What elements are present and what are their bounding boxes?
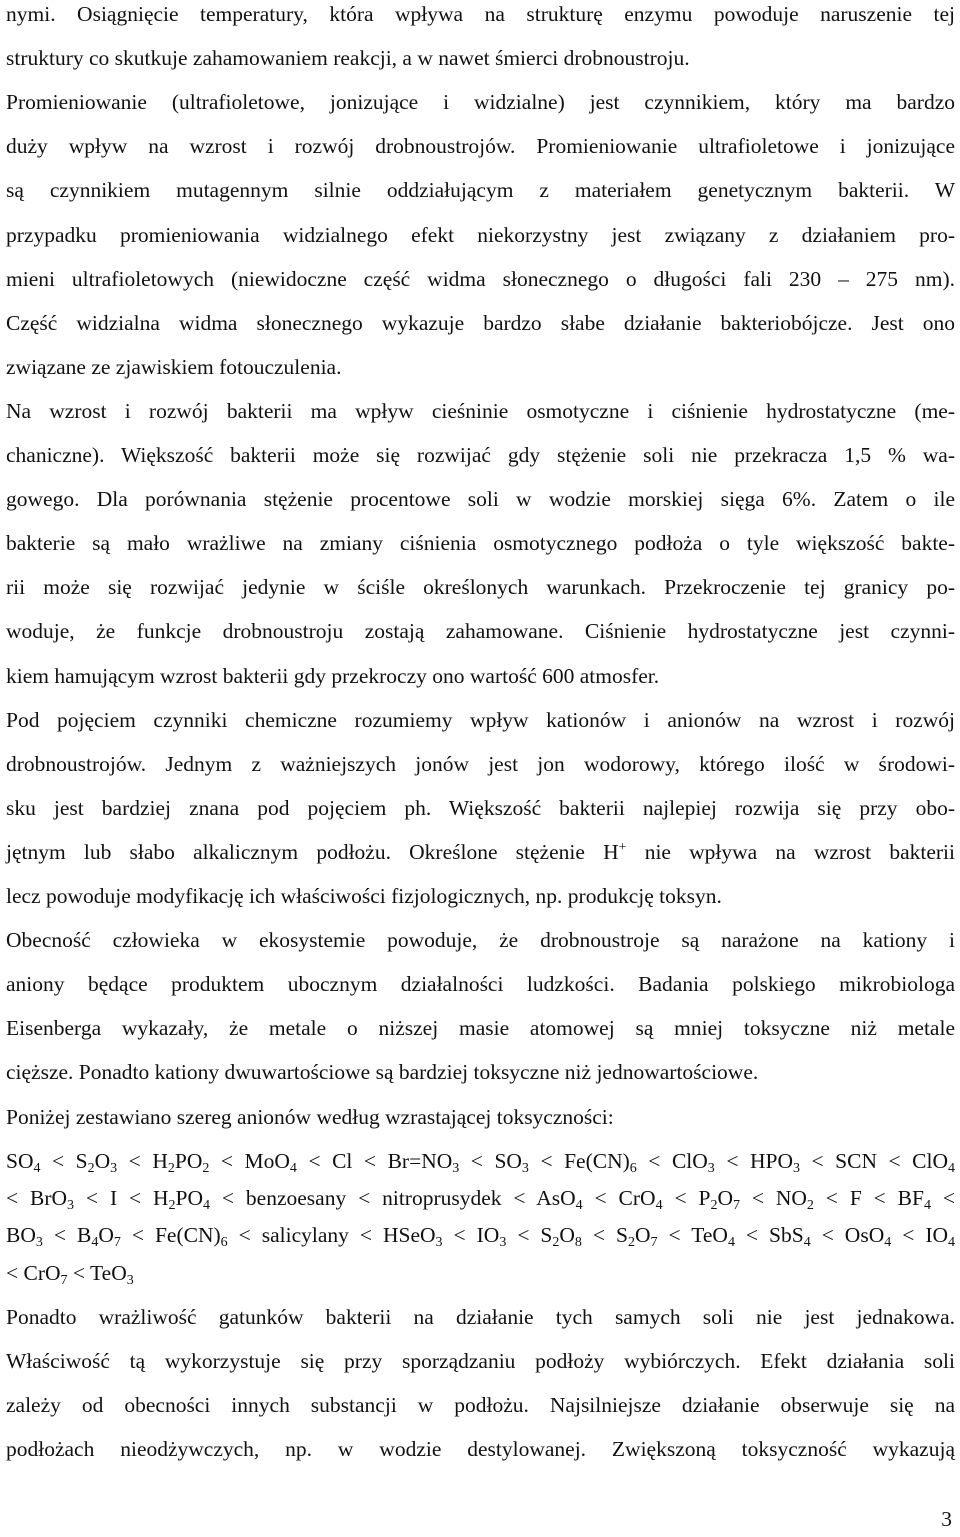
formula-text: PO [174,1149,203,1173]
formula-text: < H [117,1149,168,1173]
subscript: 3 [110,1161,118,1176]
text-line: gowego. Dla porównania stężenie procentowe soli w wodzie morskiej sięga 6%. Zatem o ile [6,487,955,511]
formula-text: < TeO [657,1223,728,1247]
text-line: mieni ultrafioletowych (niewidoczne część widma słonecznego o długości fali 230 – 275 nm). [6,267,955,291]
subscript: 4 [948,1235,955,1250]
formula-text: < B [42,1223,92,1247]
subscript: 4 [91,1235,99,1250]
formula-text: < benzoesany < nitroprusydek < AsO [210,1186,576,1210]
formula-text: < salicylany < HSeO [227,1223,436,1247]
text-fragment: jętnym lub słabo alkalicznym podłożu. Określone stężenie H [6,840,619,864]
subscript: 6 [220,1235,228,1250]
formula-text: < Cl < Br=NO [296,1149,453,1173]
subscript: 3 [707,1161,715,1176]
text-line: podłożach nieodżywczych, np. w wodzie destylowanej. Zwiększoną toksyczność wykazują [6,1437,955,1461]
subscript: 2 [87,1161,95,1176]
subscript: 4 [884,1235,892,1250]
formula-text: < MoO [209,1149,290,1173]
subscript: 3 [521,1161,529,1176]
formula-text: < BrO [6,1186,68,1210]
subscript: 3 [435,1235,443,1250]
text-line: związane ze zjawiskiem fotouczulenia. [6,355,342,379]
subscript: 4 [948,1161,955,1176]
subscript: 4 [923,1198,931,1213]
formula-text: < F < BF [813,1186,924,1210]
subscript: 2 [627,1235,635,1250]
text-line: bakterie są mało wrażliwe na zmiany ciśnienia osmotycznego podłoża o tyle większość bakte- [6,531,955,555]
formula-text: < TeO [67,1261,127,1285]
text-line-hydrogen [6,838,955,866]
formula-text: < ClO [636,1149,708,1173]
subscript: 2 [202,1161,210,1176]
anion-series-line [6,1221,955,1249]
subscript: 2 [806,1198,814,1213]
text-line: Promieniowanie (ultrafioletowe, jonizujące i widzialne) jest czynnikiem, który ma bardzo [6,90,955,114]
formula-text: < S [581,1223,628,1247]
formula-text: < Fe(CN) [120,1223,221,1247]
subscript: 3 [67,1198,75,1213]
text-line: cięższe. Ponadto kationy dwuwartościowe są bardziej toksyczne niż jednowartościowe. [6,1060,759,1084]
subscript: 3 [452,1161,460,1176]
formula-text: BO [6,1223,36,1247]
formula-text: < S [40,1149,88,1173]
subscript: 3 [126,1273,134,1288]
subscript: 8 [574,1235,582,1250]
subscript: 7 [113,1235,121,1250]
text-line: Właściwość tą wykorzystuje się przy sporządzaniu podłoży wybiórczych. Efekt działania soli [6,1349,955,1373]
subscript: 4 [33,1161,41,1176]
text-line: Poniżej zestawiano szereg anionów według wzrastającej toksyczności: [6,1105,614,1129]
subscript: 4 [803,1235,811,1250]
formula-text: < OsO [810,1223,885,1247]
subscript: 4 [203,1198,211,1213]
text-line: sku jest bardziej znana pod pojęciem ph. Większość bakterii najlepiej rozwija się przy obo- [6,796,955,820]
subscript: 4 [289,1161,297,1176]
formula-text: < CrO [582,1186,656,1210]
formula-text: < NO [739,1186,807,1210]
subscript: 7 [650,1235,658,1250]
subscript: 4 [575,1198,583,1213]
text-line: aniony będące produktem ubocznym działalności ludzkości. Badania polskiego mikrobiologa [6,972,955,996]
text-line: Eisenberga wykazały, że metale o niższej masie atomowej są mniej toksyczne niż metale [6,1016,955,1040]
formula-text: < IO [891,1223,948,1247]
formula-text: < SCN < ClO [799,1149,948,1173]
formula-text: O [634,1223,651,1247]
formula-text: < S [506,1223,553,1247]
formula-text: < SbS [734,1223,804,1247]
formula-text: SO [6,1149,34,1173]
subscript: 3 [792,1161,800,1176]
anion-series-line [6,1184,955,1212]
subscript: 7 [732,1198,740,1213]
text-line: rii może się rozwijać jedynie w ściśle określonych warunkach. Przekroczenie tej granicy po- [6,575,955,599]
text-line: Część widzialna widma słonecznego wykazuje bardzo słabe działanie bakteriobójcze. Jest ono [6,311,955,335]
formula-text: PO [175,1186,204,1210]
subscript: 2 [167,1161,175,1176]
formula-text: < CrO [6,1261,61,1285]
anion-series-line [6,1259,955,1287]
text-line: woduje, że funkcje drobnoustroju zostają zahamowane. Ciśnienie hydrostatyczne jest czynni- [6,619,955,643]
formula-text: O [559,1223,575,1247]
text-fragment: nie wpływa na wzrost bakterii [626,840,955,864]
subscript: 6 [629,1161,637,1176]
formula-text: O [717,1186,733,1210]
text-line: duży wpływ na wzrost i rozwój drobnoustrojów. Promieniowanie ultrafioletowe i jonizujące [6,134,955,158]
text-line: Obecność człowieka w ekosystemie powoduje, że drobnoustroje są narażone na kationy i [6,928,955,952]
anion-series-line [6,1147,955,1175]
subscript: 4 [727,1235,735,1250]
subscript: 4 [655,1198,663,1213]
superscript-plus: + [618,840,627,855]
text-line: struktury co skutkuje zahamowaniem reakcji, a w nawet śmierci drobnoustroju. [6,46,690,70]
subscript: 7 [60,1273,68,1288]
text-line: zależy od obecności innych substancji w podłożu. Najsilniejsze działanie obserwuje się na [6,1393,955,1417]
formula-text: < SO [459,1149,522,1173]
subscript: 2 [168,1198,176,1213]
formula-text: < P [662,1186,711,1210]
formula-text: O [94,1149,111,1173]
text-line: Na wzrost i rozwój bakterii ma wpływ cieśninie osmotyczne i ciśnienie hydrostatyczne (me- [6,399,955,423]
subscript: 3 [35,1235,43,1250]
formula-text: < [930,1186,955,1210]
formula-text: < Fe(CN) [528,1149,630,1173]
text-line: przypadku promieniowania widzialnego efekt niekorzystny jest związany z działaniem pro- [6,223,955,247]
formula-text: < I < H [74,1186,169,1210]
text-line: są czynnikiem mutagennym silnie oddziałującym z materiałem genetycznym bakterii. W [6,178,955,202]
formula-text: O [98,1223,114,1247]
text-line: kiem hamującym wzrost bakterii gdy przekroczy ono wartość 600 atmosfer. [6,664,660,688]
subscript: 3 [499,1235,507,1250]
text-line: Ponadto wrażliwość gatunków bakterii na działanie tych samych soli nie jest jednakowa. [6,1305,955,1329]
text-line: chaniczne). Większość bakterii może się rozwijać gdy stężenie soli nie przekracza 1,5 % wa- [6,443,955,467]
formula-text: < IO [442,1223,500,1247]
text-line: drobnoustrojów. Jednym z ważniejszych jonów jest jon wodorowy, którego ilość w środowi- [6,752,955,776]
text-line: nymi. Osiągnięcie temperatury, która wpływa na strukturę enzymu powoduje naruszenie tej [6,2,955,26]
subscript: 2 [710,1198,718,1213]
text-line: lecz powoduje modyfikację ich właściwości fizjologicznych, np. produkcję toksyn. [6,884,722,908]
formula-text: < HPO [714,1149,793,1173]
text-line: Pod pojęciem czynniki chemiczne rozumiemy wpływ kationów i anionów na wzrost i rozwój [6,708,955,732]
page-number: 3 [941,1507,952,1531]
subscript: 2 [552,1235,560,1250]
